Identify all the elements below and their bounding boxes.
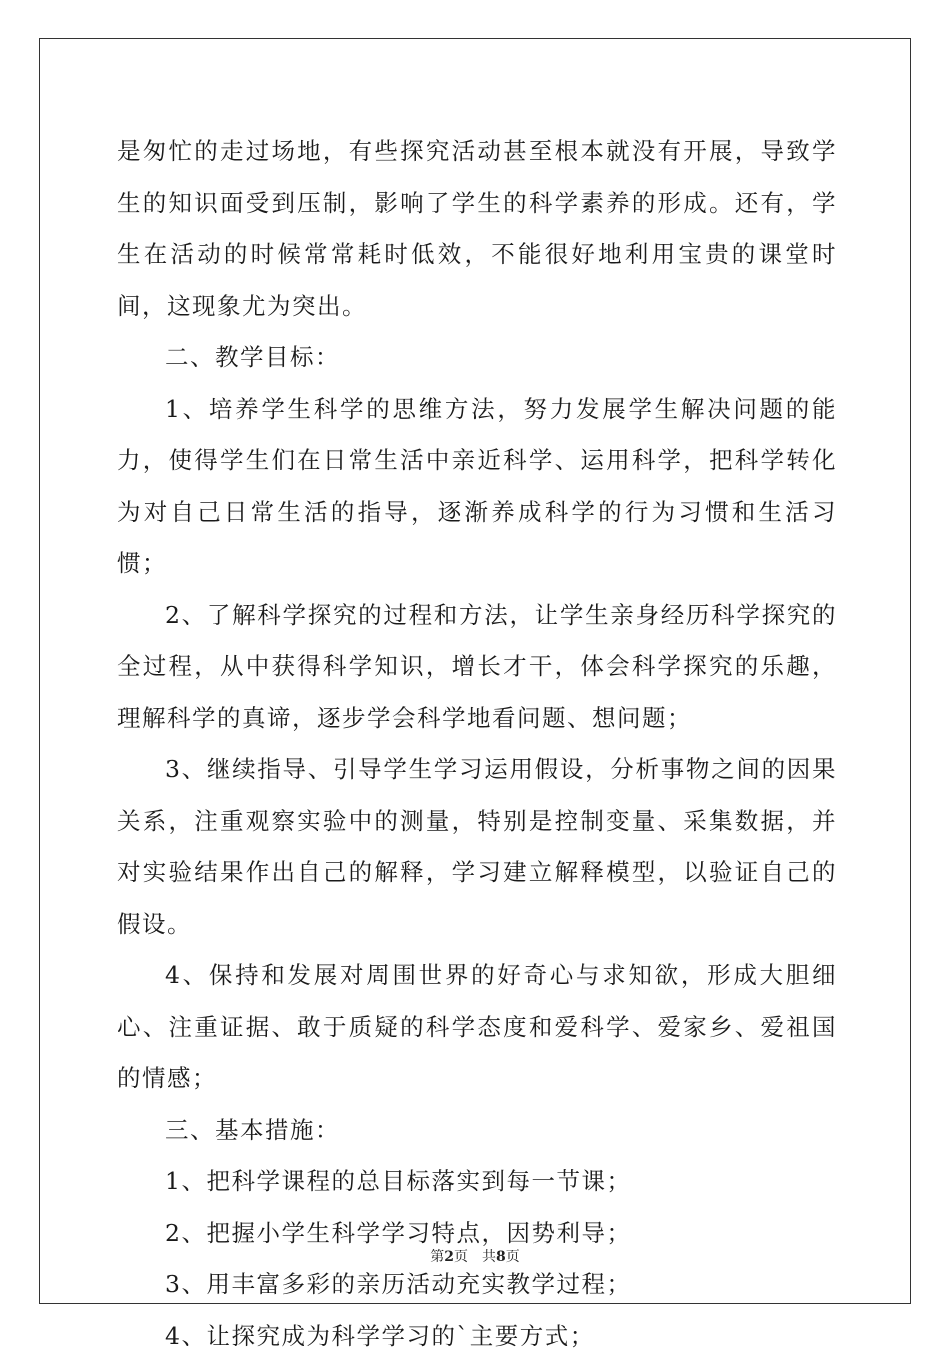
goal-item-1: 1、培养学生科学的思维方法，努力发展学生解决问题的能力，使得学生们在日常生活中亲近科学、运用科学，把科学转化为对自己日常生活的指导，逐渐养成科学的行为习惯和生活习惯； bbox=[117, 384, 837, 590]
section-heading-teaching-goals: 二、教学目标： bbox=[117, 332, 837, 384]
current-page-number: 2 bbox=[444, 1249, 454, 1265]
measure-item-4: 4、让探究成为科学学习的`主要方式； bbox=[117, 1311, 837, 1362]
measure-item-3: 3、用丰富多彩的亲历活动充实教学过程； bbox=[117, 1259, 837, 1311]
page-prefix: 第 bbox=[430, 1249, 444, 1265]
document-body bbox=[117, 126, 837, 1362]
page-number-footer bbox=[0, 1246, 950, 1266]
goal-item-2: 2、了解科学探究的过程和方法，让学生亲身经历科学探究的全过程，从中获得科学知识，增长才干，体会科学探究的乐趣，理解科学的真谛，逐步学会科学地看问题、想问题； bbox=[117, 590, 837, 745]
goal-item-3: 3、继续指导、引导学生学习运用假设，分析事物之间的因果关系，注重观察实验中的测量，特别是控制变量、采集数据，并对实验结果作出自己的解释，学习建立解释模型，以验证自己的假设。 bbox=[117, 744, 837, 950]
page-mid: 页 共 bbox=[454, 1249, 496, 1265]
total-page-count: 8 bbox=[496, 1249, 506, 1265]
section-heading-basic-measures: 三、基本措施： bbox=[117, 1105, 837, 1157]
measure-item-1: 1、把科学课程的总目标落实到每一节课； bbox=[117, 1156, 837, 1208]
paragraph-continuation: 是匆忙的走过场地，有些探究活动甚至根本就没有开展，导致学生的知识面受到压制，影响了学生的科学素养的形成。还有，学生在活动的时候常常耗时低效，不能很好地利用宝贵的课堂时间，这现象尤为突出。 bbox=[117, 126, 837, 332]
page-suffix: 页 bbox=[506, 1249, 520, 1265]
goal-item-4: 4、保持和发展对周围世界的好奇心与求知欲，形成大胆细心、注重证据、敢于质疑的科学态度和爱科学、爱家乡、爱祖国的情感； bbox=[117, 950, 837, 1105]
measure-item-2: 2、把握小学生科学学习特点，因势利导； bbox=[117, 1208, 837, 1260]
